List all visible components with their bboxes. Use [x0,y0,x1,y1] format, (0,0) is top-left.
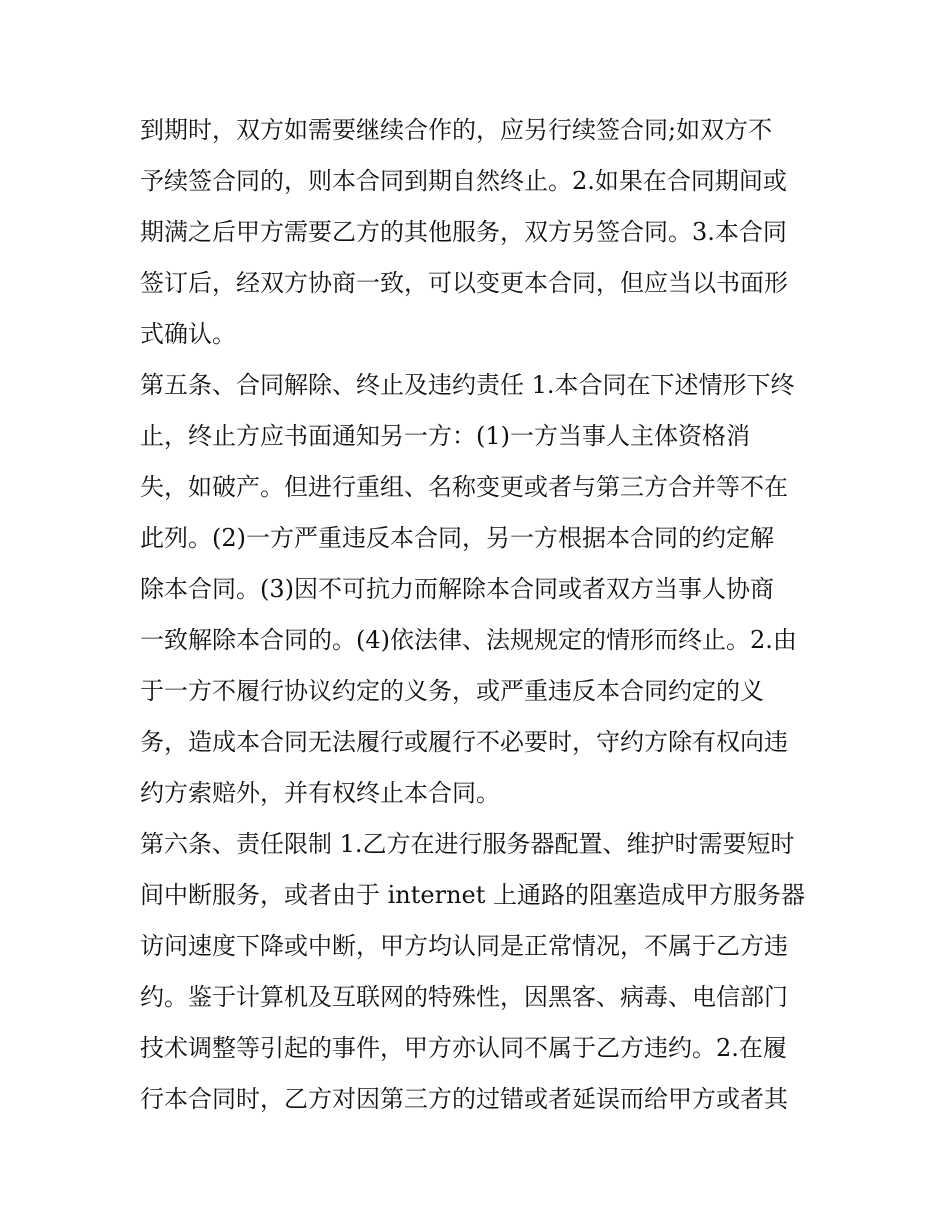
text-line: 止，终止方应书面通知另一方：(1)一方当事人主体资格消 [140,422,750,450]
text-line: 约方索赔外，并有权终止本合同。 [140,779,500,807]
text-line: 到期时，双方如需要继续合作的，应另行续签合同;如双方不 [140,116,773,144]
text-line: 技术调整等引起的事件，甲方亦认同不属于乙方违约。2.在履 [140,1034,787,1062]
text-line: 签订后，经双方协商一致，可以变更本合同，但应当以书面形 [140,269,788,297]
text-line: 式确认。 [140,320,236,348]
text-line: 约。鉴于计算机及互联网的特殊性，因黑客、病毒、电信部门 [140,983,788,1011]
section-heading-line: 第五条、合同解除、终止及违约责任 1.本合同在下述情形下终 [140,371,795,399]
text-line: 行本合同时，乙方对因第三方的过错或者延误而给甲方或者其 [140,1085,788,1113]
text-line: 务，造成本合同无法履行或履行不必要时，守约方除有权向违 [140,728,788,756]
text-line: 访问速度下降或中断，甲方均认同是正常情况，不属于乙方违 [140,932,788,960]
text-line: 予续签合同的，则本合同到期自然终止。2.如果在合同期间或 [140,167,787,195]
text-line: 此列。(2)一方严重违反本合同，另一方根据本合同的约定解 [140,524,774,552]
document-body [140,105,820,1125]
text-line: 于一方不履行协议约定的义务，或严重违反本合同约定的义 [140,677,764,705]
text-line: 一致解除本合同的。(4)依法律、法规规定的情形而终止。2.由 [140,626,797,654]
section-heading-line: 第六条、责任限制 1.乙方在进行服务器配置、维护时需要短时 [140,830,795,858]
text-line: 失，如破产。但进行重组、名称变更或者与第三方合并等不在 [140,473,788,501]
text-line: 间中断服务，或者由于 internet 上通路的阻塞造成甲方服务器 [140,881,806,909]
text-line: 期满之后甲方需要乙方的其他服务，双方另签合同。3.本合同 [140,218,787,246]
text-line: 除本合同。(3)因不可抗力而解除本合同或者双方当事人协商 [140,575,774,603]
